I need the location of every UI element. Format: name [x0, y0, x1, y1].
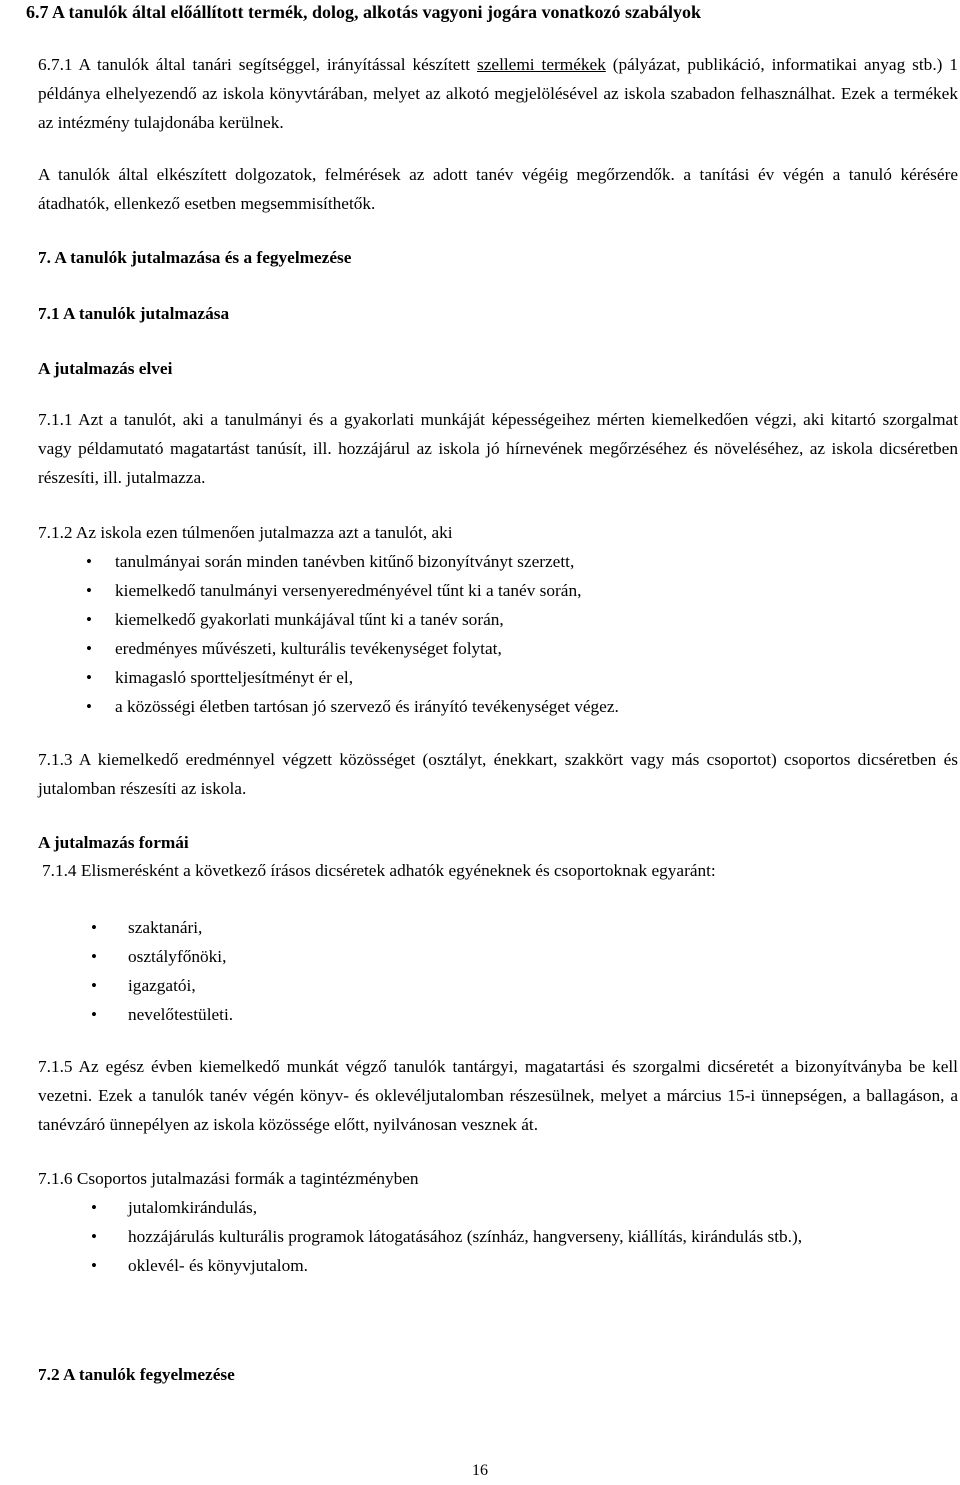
list-item: • szaktanári,	[38, 913, 958, 942]
paragraph-7-1-3: 7.1.3 A kiemelkedő eredménnyel végzett közösséget (osztályt, énekkart, szakkört vagy más csoportot) csoportos dicséretben és jutalomban részesíti az iskola.	[38, 750, 958, 798]
paragraph-6-7-1	[38, 50, 958, 137]
list-item: • osztályfőnöki,	[38, 942, 958, 971]
paragraph-6-7-1-underlined: szellemi termékek	[477, 55, 606, 74]
list-7-1-6	[38, 1193, 958, 1280]
list-item: • kimagasló sportteljesítményt ér el,	[38, 663, 958, 692]
section-7-1-heading: 7.1 A tanulók jutalmazása	[38, 304, 230, 323]
list-7-1-2	[38, 547, 958, 721]
subheading-jutalmazas-elvei: A jutalmazás elvei	[38, 359, 173, 378]
paragraph-7-1-1: 7.1.1 Azt a tanulót, aki a tanulmányi és a gyakorlati munkáját képességeihez mérten kiemelkedően végzi, aki kitartó szorgalmat vagy példamutató magatartást tanúsít, ill. hozzájárul az iskola jó hírnevének megőrzéséhez és növeléséhez, az iskola dicséretben részesíti, ill. jutalmazza.	[38, 410, 958, 487]
list-7-1-4	[38, 913, 958, 1029]
list-item: • kiemelkedő tanulmányi versenyeredményével tűnt ki a tanév során,	[38, 576, 958, 605]
list-item: • a közösségi életben tartósan jó szervező és irányító tevékenységet végez.	[38, 692, 958, 721]
paragraph-7-1-2: 7.1.2 Az iskola ezen túlmenően jutalmazza azt a tanulót, aki	[38, 523, 453, 542]
list-item: • igazgatói,	[38, 971, 958, 1000]
list-item: • tanulmányai során minden tanévben kitűnő bizonyítványt szerzett,	[38, 547, 958, 576]
list-item: • eredményes művészeti, kulturális tevékenységet folytat,	[38, 634, 958, 663]
paragraph-6-7-2: A tanulók által elkészített dolgozatok, felmérések az adott tanév végéig megőrzendők. a tanítási év végén a tanuló kérésére átadhatók, ellenkező esetben megsemmisíthetők.	[38, 165, 958, 213]
paragraph-6-7-1-part-a: 6.7.1 A tanulók által tanári segítséggel, irányítással készített	[38, 55, 478, 74]
list-item: • jutalomkirándulás,	[38, 1193, 958, 1222]
page-number: 16	[472, 1462, 488, 1479]
paragraph-7-1-4: 7.1.4 Elismerésként a következő írásos dicséretek adhatók egyéneknek és csoportoknak egyaránt:	[42, 861, 716, 880]
paragraph-7-1-5: 7.1.5 Az egész évben kiemelkedő munkát végző tanulók tantárgyi, magatartási és szorgalmi dicséretét a bizonyítványba be kell vezetni. Ezek a tanulók tanév végén könyv- és oklevéljutalomban részesülnek, melyet a március 15-i ünnepségen, a ballagáson, a tanévzáró ünnepélyen az iskola közössége előtt, nyilvánosan vesznek át.	[38, 1057, 958, 1134]
list-item: • hozzájárulás kulturális programok látogatásához (színház, hangverseny, kiállítás, kirándulás stb.),	[38, 1222, 958, 1251]
section-7-2-heading: 7.2 A tanulók fegyelmezése	[38, 1365, 235, 1384]
section-7-heading: 7. A tanulók jutalmazása és a fegyelmezése	[38, 248, 352, 267]
list-item: • oklevél- és könyvjutalom.	[38, 1251, 958, 1280]
list-item: • nevelőtestületi.	[38, 1000, 958, 1029]
paragraph-7-1-6: 7.1.6 Csoportos jutalmazási formák a tagintézményben	[38, 1169, 419, 1188]
list-item: • kiemelkedő gyakorlati munkájával tűnt ki a tanév során,	[38, 605, 958, 634]
section-6-7-heading: 6.7 A tanulók által előállított termék, dolog, alkotás vagyoni jogára vonatkozó szabályok	[26, 2, 702, 22]
subheading-jutalmazas-formai: A jutalmazás formái	[38, 833, 189, 852]
paragraph-6-7-1-part-b: (pályázat, publikáció, informatikai anyag stb.) 1 példánya elhelyezendő az iskola könyvtárában, melyet az alkotó megjelölésével az iskola szabadon felhasználhat. Ezek a termékek az intézmény tulajdonába kerülnek.	[38, 55, 958, 132]
